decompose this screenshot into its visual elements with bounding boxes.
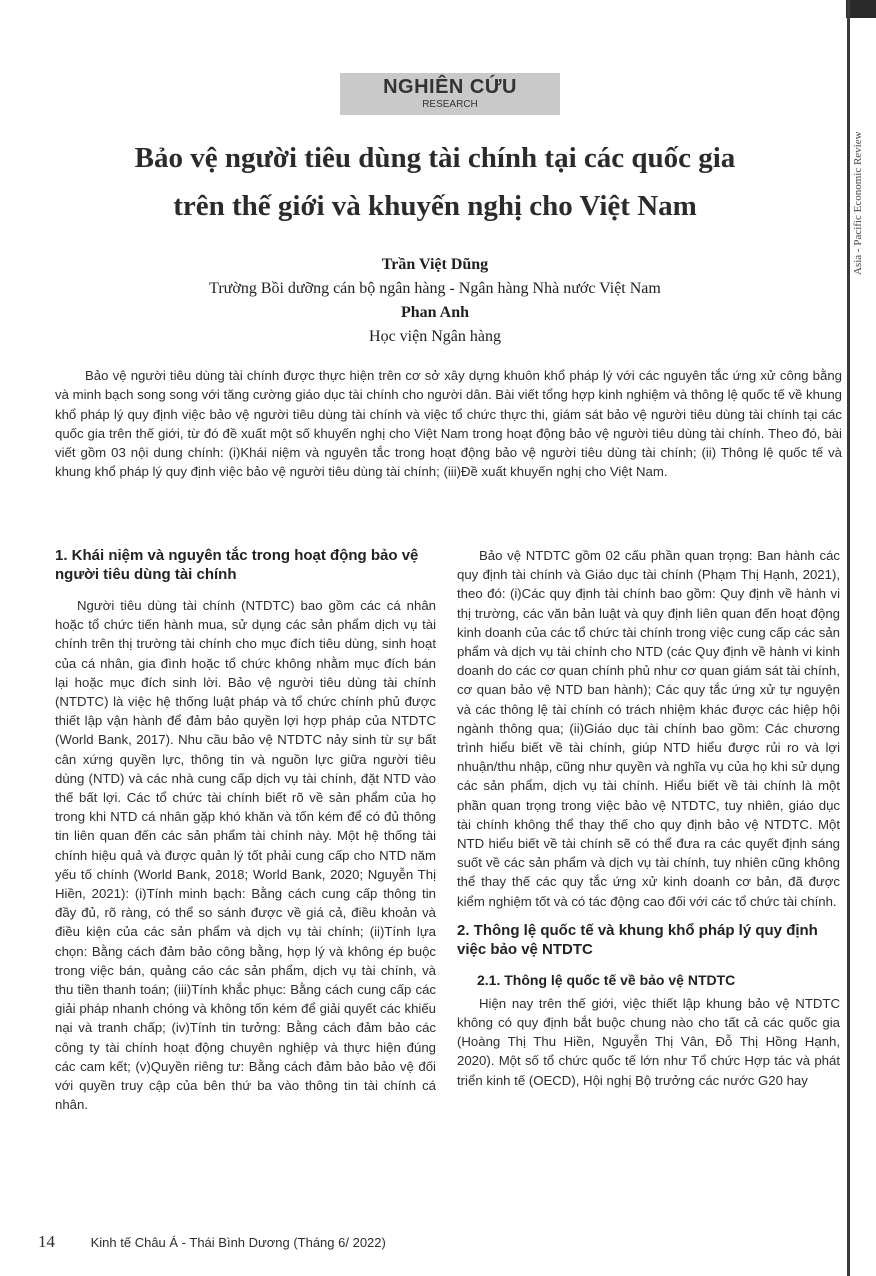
section-label: NGHIÊN CỨU [383, 76, 517, 98]
page-footer [38, 1232, 638, 1252]
author-name: Trần Việt Dũng [381, 256, 489, 273]
section-heading-2: 2. Thông lệ quốc tế và khung khổ pháp lý quy định việc bảo vệ NTDTC [457, 921, 818, 958]
journal-name: Kinh tế Châu Á - Thái Bình Dương (Tháng 6/ 2022) [90, 1235, 386, 1250]
title-line-1: Bảo vệ người tiêu dùng tài chính tại các quốc gia [134, 142, 736, 174]
byline [40, 253, 830, 349]
side-label [852, 131, 874, 275]
margin-rule [847, 0, 850, 1276]
author-name: Phan Anh [400, 304, 470, 321]
right-column [457, 546, 840, 1090]
section-heading-1: 1. Khái niệm và nguyên tắc trong hoạt động bảo vệ người tiêu dùng tài chính [55, 547, 419, 583]
article-title [40, 134, 830, 230]
page-number: 14 [38, 1232, 55, 1251]
section-tag [340, 73, 560, 115]
corner-mark [846, 0, 876, 18]
body-paragraph: Bảo vệ NTDTC gồm 02 cấu phần quan trọng: Ban hành các quy định tài chính và Giáo dục tài chính (Phạm Thị Hạnh, 2021), theo đó: (i)Các quy định tài chính bao gồm: Quy định về hành vi thị trường, các văn bản luật và quy định liên quan đến hoạt động kinh doanh của các tổ chức tài chính trong việc cung cấp các sản phẩm và dịch vụ tài chính cho NTD (các Quy định về hành vi kinh doanh do các cơ quan chính phủ như cơ quan giám sát tài chính, cơ quan bảo vệ NTD ban hành); Các quy tắc ứng xử tự nguyện và các thông lệ tài chính có trách nhiệm khác được các hiệp hội ngành thông qua; (ii)Giáo dục tài chính bao gồm: Các chương trình hiểu biết về tài chính, giúp NTD hiểu được rủi ro và lợi nhuận/thu nhập, cũng như quyền và nghĩa vụ của họ khi sử dụng các sản phẩm, dịch vụ tài chính. Hiểu biết về tài chính là một phần quan trọng trong việc bảo vệ NTDTC, tuy nhiên, giáo dục tài chính không thể thay thế cho quy định bảo vệ NTDTC. Một NTD hiểu biết về tài chính sẽ có thể đưa ra các quyết định sáng suốt về các sản phẩm và dịch vụ tài chính, tuy nhiên cũng không thể thay thế các quy tắc ứng xử kinh doanh cơ bản, đã được kiểm nghiệm tốt và có tác động cao đối với các tổ chức tài chính. [457, 548, 840, 909]
title-line-2: trên thế giới và khuyến nghị cho Việt Nam [173, 190, 697, 222]
body-paragraph: Hiện nay trên thế giới, việc thiết lập khung bảo vệ NTDTC không có quy định bắt buộc chung nào cho tất cả các quốc gia (Hoàng Thị Thu Hiền, Nguyễn Thị Vân, Đỗ Thị Hồng Hạnh, 2020). Một số tổ chức quốc tế lớn như Tổ chức Hợp tác và phát triển kinh tế (OECD), Hội nghị Bộ trưởng các nước G20 hay [457, 995, 840, 1088]
left-column [55, 546, 436, 1114]
section-sublabel: RESEARCH [422, 99, 478, 110]
subsection-heading: 2.1. Thông lệ quốc tế về bảo vệ NTDTC [477, 971, 736, 988]
author-affiliation: Học viện Ngân hàng [369, 328, 501, 345]
author-affiliation: Trường Bồi dưỡng cán bộ ngân hàng - Ngân hàng Nhà nước Việt Nam [209, 280, 661, 297]
body-paragraph: Người tiêu dùng tài chính (NTDTC) bao gồm các cá nhân hoặc tổ chức tiến hành mua, sử dụng các sản phẩm dịch vụ tài chính trên thị trường tài chính cho mục đích tiêu dùng, sinh hoạt của cá nhân, gia đình hoặc tổ chức không nhằm mục đích bán lại hoặc mục đích sinh lời. Bảo vệ người tiêu dùng tài chính (NTDTC) là việc hệ thống luật pháp và tổ chức chính phủ được thiết lập vận hành để đảm bảo quyền lợi hợp pháp của NTDTC (World Bank, 2017). Nhu cầu bảo vệ NTDTC nảy sinh từ sự bất cân xứng quyền lực, thông tin và nguồn lực giữa người tiêu dùng (NTD) và các nhà cung cấp dịch vụ tài chính, đặt NTD vào thế bất lợi. Các tổ chức tài chính biết rõ về sản phẩm của họ trong khi NTD cá nhân gặp khó khăn và tốn kém để có đủ thông tin liên quan đến các sản phẩm tài chính này. Một hệ thống tài chính hiệu quả và được quản lý tốt phải cung cấp cho NTD năm yếu tố chính (World Bank, 2018; World Bank, 2020; Nguyễn Thị Hiền, 2021): (i)Tính minh bạch: Bằng cách cung cấp thông tin đầy đủ, rõ ràng, có thể so sánh được về giá cả, điều khoản và điều kiện của các sản phẩm và dịch vụ tài chính; (ii)Tính lựa chọn: Bằng cách đảm bảo công bằng, hợp lý và không ép buộc trong việc bán, quảng cáo các sản phẩm, dịch vụ tài chính, và thu tiền thanh toán; (iii)Tính khắc phục: Bằng cách cung cấp các giải pháp nhanh chóng và không tốn kém để giải quyết các khiếu nại và tranh chấp; (iv)Tính tin tưởng: Bằng cách đảm bảo các công ty tài chính hoạt động chuyên nghiệp và thực hiện đúng các cam kết; (v)Quyền riêng tư: Bằng cách đảm bảo bảo vệ đối với quyền truy cập của bên thứ ba vào thông tin tài chính cá nhân. [55, 598, 436, 1113]
side-label-text: Asia - Pacific Economic Review [852, 131, 864, 275]
abstract: Bảo vệ người tiêu dùng tài chính được thực hiện trên cơ sở xây dựng khuôn khổ pháp lý với các nguyên tắc ứng xử công bằng và minh bạch song song với tăng cường giáo dục tài chính cho người dân. Bài viết tổng hợp kinh nghiệm và thông lệ quốc tế về khung khổ pháp lý quy định việc bảo vệ người tiêu dùng tài chính và việc tổ chức thực thi, giám sát bảo vệ người tiêu dùng tài chính tại các quốc gia trên thế giới, từ đó đề xuất một số khuyến nghị cho Việt Nam trong hoạt động bảo vệ người tiêu dùng tài chính. Theo đó, bài viết gồm 03 nội dung chính: (i)Khái niệm và nguyên tắc trong hoạt động bảo vệ người tiêu dùng tài chính; (ii) Thông lệ quốc tế và khung khổ pháp lý quy định việc bảo vệ người tiêu dùng tài chính; (iii)Đề xuất khuyến nghị cho Việt Nam. [55, 368, 842, 480]
